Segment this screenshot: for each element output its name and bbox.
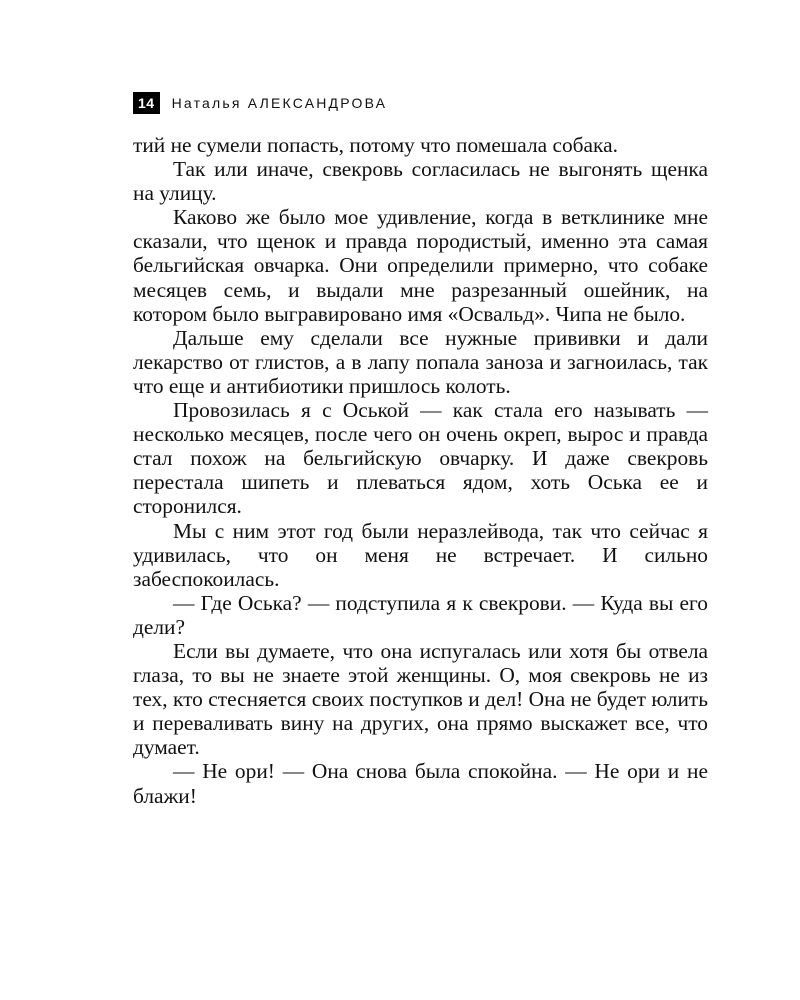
paragraph-7: — Где Оська? — подступила я к свекрови. — Куда вы его дели? xyxy=(133,590,708,639)
page-number: 14 xyxy=(133,92,160,114)
paragraph-2: Так или иначе, свекровь согласилась не выгонять щенка на улицу. xyxy=(133,157,708,206)
paragraph-9: — Не ори! — Она снова была спокойна. — Не ори и не блажи! xyxy=(133,759,708,808)
paragraph-5: Провозилась я с Оськой — как стала его называть — несколько месяцев, после чего он очень окреп, вырос и правда стал похож на бельгийскую овчарку. И даже свекровь перестала шипеть и плеваться ядом, хоть Оська ее и сторонился. xyxy=(133,398,708,519)
paragraph-6: Мы с ним этот год были неразлейвода, так что сейчас я удивилась, что он меня не встречает. И сильно забеспокоилась. xyxy=(133,518,708,591)
running-header xyxy=(133,91,387,115)
paragraph-3: Каково же было мое удивление, когда в ветклинике мне сказали, что щенок и правда породистый, именно эта самая бельгийская овчарка. Они определили примерно, что собаке месяцев семь, и выдали мне разрезанный ошейник, на котором было выгравировано имя «Освальд». Чипа не было. xyxy=(133,205,708,326)
paragraph-1: тий не сумели попасть, потому что помешала собака. xyxy=(133,133,618,157)
paragraph-8: Если вы думаете, что она испугалась или хотя бы отвела глаза, то вы не знаете этой женщины. О, моя свекровь не из тех, кто стесняется своих поступков и дел! Она не будет юлить и переваливать вину на других, она прямо выскажет все, что думает. xyxy=(133,638,708,760)
text-body xyxy=(133,133,708,808)
paragraph-4: Дальше ему сделали все нужные прививки и дали лекарство от глистов, а в лапу попала заноза и загноилась, так что еще и антибиотики пришлось колоть. xyxy=(133,325,708,398)
author-name: Наталья АЛЕКСАНДРОВА xyxy=(171,95,388,111)
